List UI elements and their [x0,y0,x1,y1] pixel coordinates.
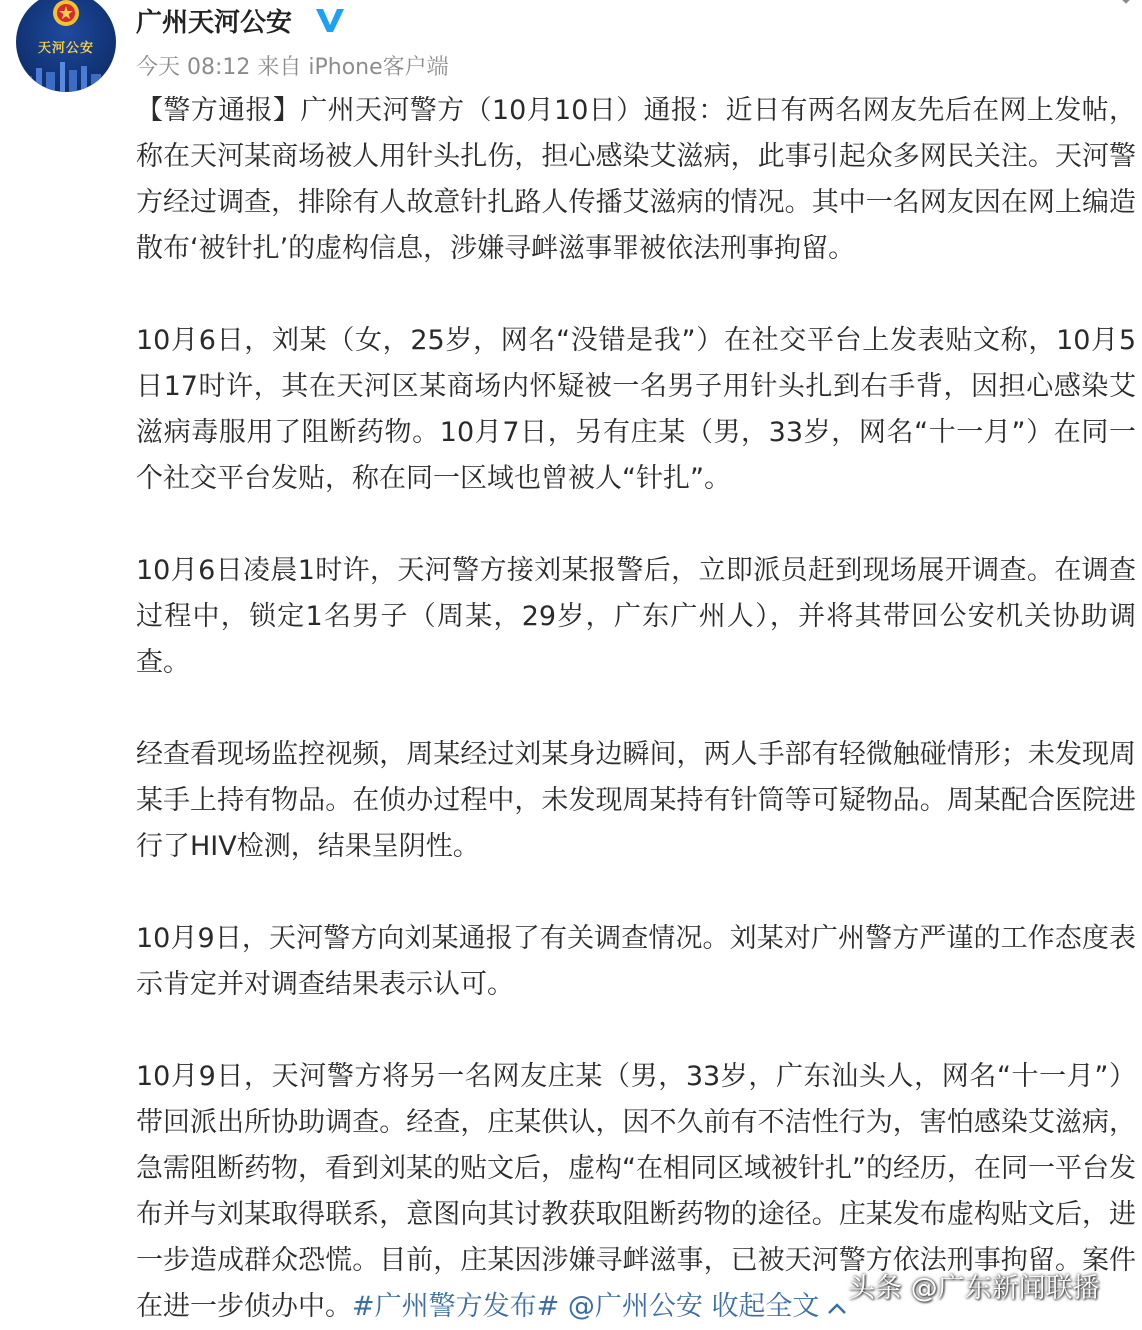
collapse-button[interactable] [711,1291,849,1322]
mention-link[interactable]: @广州公安 [567,1291,703,1322]
more-chevron-icon[interactable] [1114,0,1138,10]
post-paragraph: 【警方通报】广州天河警方（10月10日）通报：近日有两名网友先后在网上发帖，称在天河某商场被人用针头扎伤，担心感染艾滋病，此事引起众多网民关注。天河警方经过调查，排除有人故意针扎路人传播艾滋病的情况。其中一名网友因在网上编造散布‘被针扎’的虚构信息，涉嫌寻衅滋事罪被依法刑事拘留。 [136,95,1136,264]
post-paragraph: 10月6日凌晨1时许，天河警方接刘某报警后，立即派员赶到现场展开调查。在调查过程中，锁定1名男子（周某，29岁，广东广州人），并将其带回公安机关协助调查。 [136,555,1136,678]
post-paragraph: 10月6日，刘某（女，25岁，网名“没错是我”）在社交平台上发表贴文称，10月5日17时许，其在天河区某商场内怀疑被一名男子用针头扎到右手背，因担心感染艾滋病毒服用了阻断药物。10月7日，另有庄某（男，33岁，网名“十一月”）在同一个社交平台发贴，称在同一区域也曾被人“针扎”。 [136,325,1136,494]
verified-v-icon [314,6,346,34]
author-name[interactable]: 广州天河公安 [136,8,293,38]
author-avatar[interactable] [16,0,116,92]
collapse-label: 收起全文 [711,1291,820,1322]
post-paragraph-text: 10月9日，天河警方将另一名网友庄某（男，33岁，广东汕头人，网名“十一月”）带回派出所协助调查。经查，庄某供认，因不久前有不洁性行为，害怕感染艾滋病，急需阻断药物，看到刘某的贴文后，虚构“在相同区域被针扎”的经历，在同一平台发布并与刘某取得联系，意图向其讨教获取阻断药物的途径。庄某发布虚构贴文后，进一步造成群众恐慌。目前，庄某因涉嫌寻衅滋事，已被天河警方依法刑事拘留。案件在进一步侦办中。 [136,1061,1136,1322]
chevron-up-icon [825,1299,849,1317]
topic-link[interactable]: #广州警方发布# [352,1291,560,1322]
city-skyline-icon [16,58,116,92]
post-paragraph-last [136,1054,1136,1330]
post-meta: 今天 08:12 来自 iPhone客户端 [136,55,449,80]
watermark: 头条 @广东新闻联播 [848,1273,1100,1304]
post-paragraph: 经查看现场监控视频，周某经过刘某身边瞬间，两人手部有轻微触碰情形；未发现周某手上持有物品。在侦办过程中，未发现周某持有针筒等可疑物品。周某配合医院进行了HIV检测，结果呈阴性。 [136,739,1136,862]
post-paragraph: 10月9日，天河警方向刘某通报了有关调查情况。刘某对广州警方严谨的工作态度表示肯定并对调查结果表示认可。 [136,923,1136,1000]
post-body [136,88,1136,1330]
avatar-label: 天河公安 [37,41,94,56]
police-emblem-icon [50,0,82,28]
